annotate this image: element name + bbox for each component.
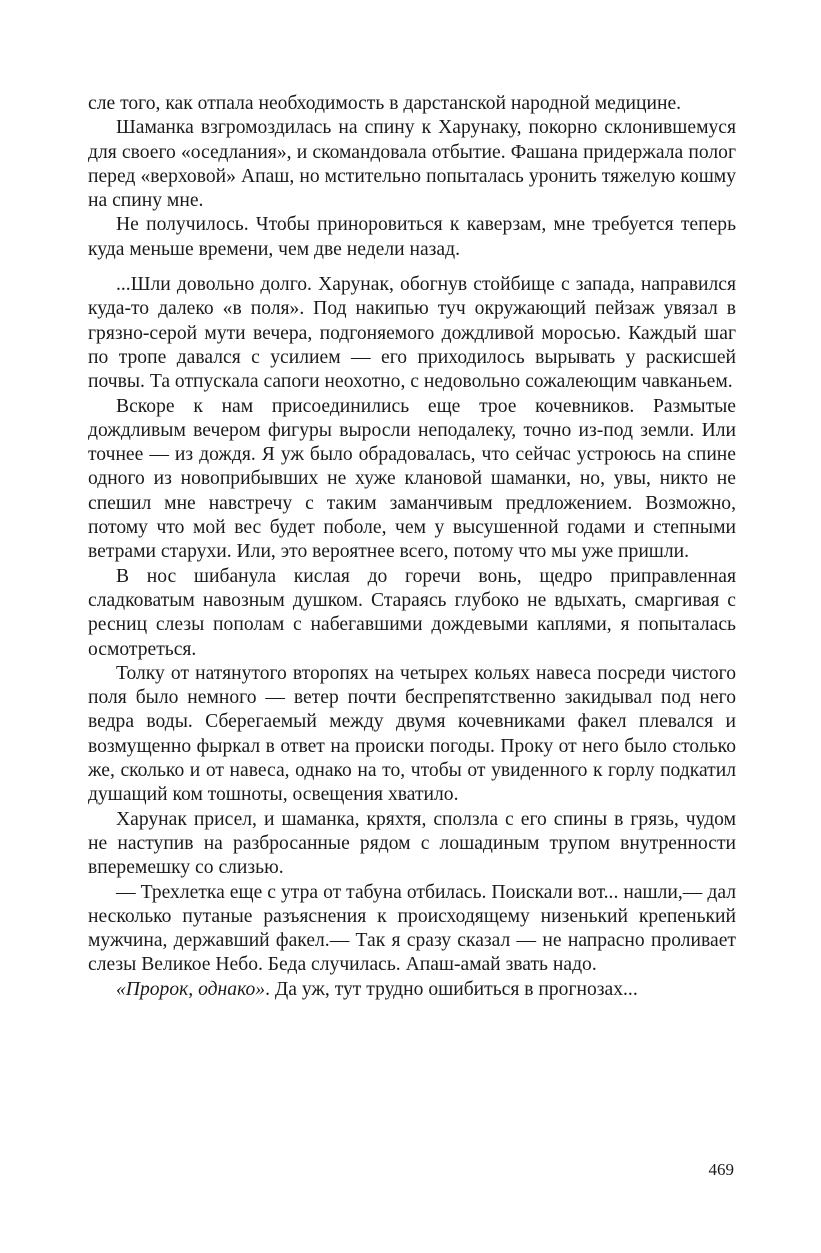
page-number: 469 [708,1160,734,1179]
italic-quote: «Пророк, однако» [116,978,266,1000]
paragraph: Вскоре к нам присоединились еще трое кочевников. Размытые дождливым вечером фигуры выросли неподалеку, точно из-под земли. Или точнее — из дождя. Я уж было обрадовалась, что сейчас устроюсь на спине одного из новоприбывших не хуже клановой шаманки, но, увы, никто не спешил мне навстречу с таким заманчивым предложением. Возможно, потому что мой вес будет поболе, чем у высушенной годами и степными ветрами старухи. Или, это вероятнее всего, потому что мы уже пришли. [88,395,736,563]
paragraph-text: . Да уж, тут трудно ошибиться в прогнозах... [265,978,638,1000]
paragraph: — Трехлетка еще с утра от табуна отбилась. Поискали вот... нашли,— дал несколько путаные разъяснения к происходящему низенький крепенький мужчина, державший факел.— Так я сразу сказал — не напрасно проливает слезы Великое Небо. Беда случилась. Апаш-амай звать надо. [88,881,736,976]
paragraph: Шаманка взгромоздилась на спину к Харунаку, покорно склонившемуся для своего «оседлания», и скомандовала отбытие. Фашана придержала полог перед «верховой» Апаш, но мстительно попыталась уронить тяжелую кошму на спину мне. [88,117,736,212]
paragraph: В нос шибанула кислая до горечи вонь, щедро приправленная сладковатым навозным душком. Стараясь глубоко не вдыхать, смаргивая с ресниц слезы пополам с набегавшими дождевыми каплями, я попыталась осмотреться. [88,565,736,660]
paragraph-last [88,978,736,1002]
paragraph: Толку от натянутого второпях на четырех кольях навеса посреди чистого поля было немного — ветер почти беспрепятственно закидывал под него ведра воды. Сберегаемый между двумя кочевниками факел плевался и возмущенно фыркал в ответ на происки погоды. Проку от него было столько же, сколько и от навеса, однако на то, чтобы от увиденного к горлу подкатил душащий ком тошноты, освещения хватило. [88,662,736,806]
paragraph: Не получилось. Чтобы приноровиться к каверзам, мне требуется теперь куда меньше времени, чем две недели назад. [88,214,736,260]
paragraph: ...Шли довольно долго. Харунак, обогнув стойбище с запада, направился куда-то далеко «в поля». Под накипью туч окружающий пейзаж увязал в грязно-серой мути вечера, подгоняемого дождливой моросью. Каждый шаг по тропе давался с усилием — его приходилось вырывать у раскисшей почвы. Та отпускала сапоги неохотно, с недовольно сожалеющим чавканьем. [88,274,736,393]
paragraph: сле того, как отпала необходимость в дарстанской народной медицине. [88,93,682,114]
page-body [88,92,736,1002]
paragraph: Харунак присел, и шаманка, кряхтя, сползла с его спины в грязь, чудом не наступив на разбросанные рядом с лошадиным трупом внутренности вперемешку со слизью. [88,808,736,879]
